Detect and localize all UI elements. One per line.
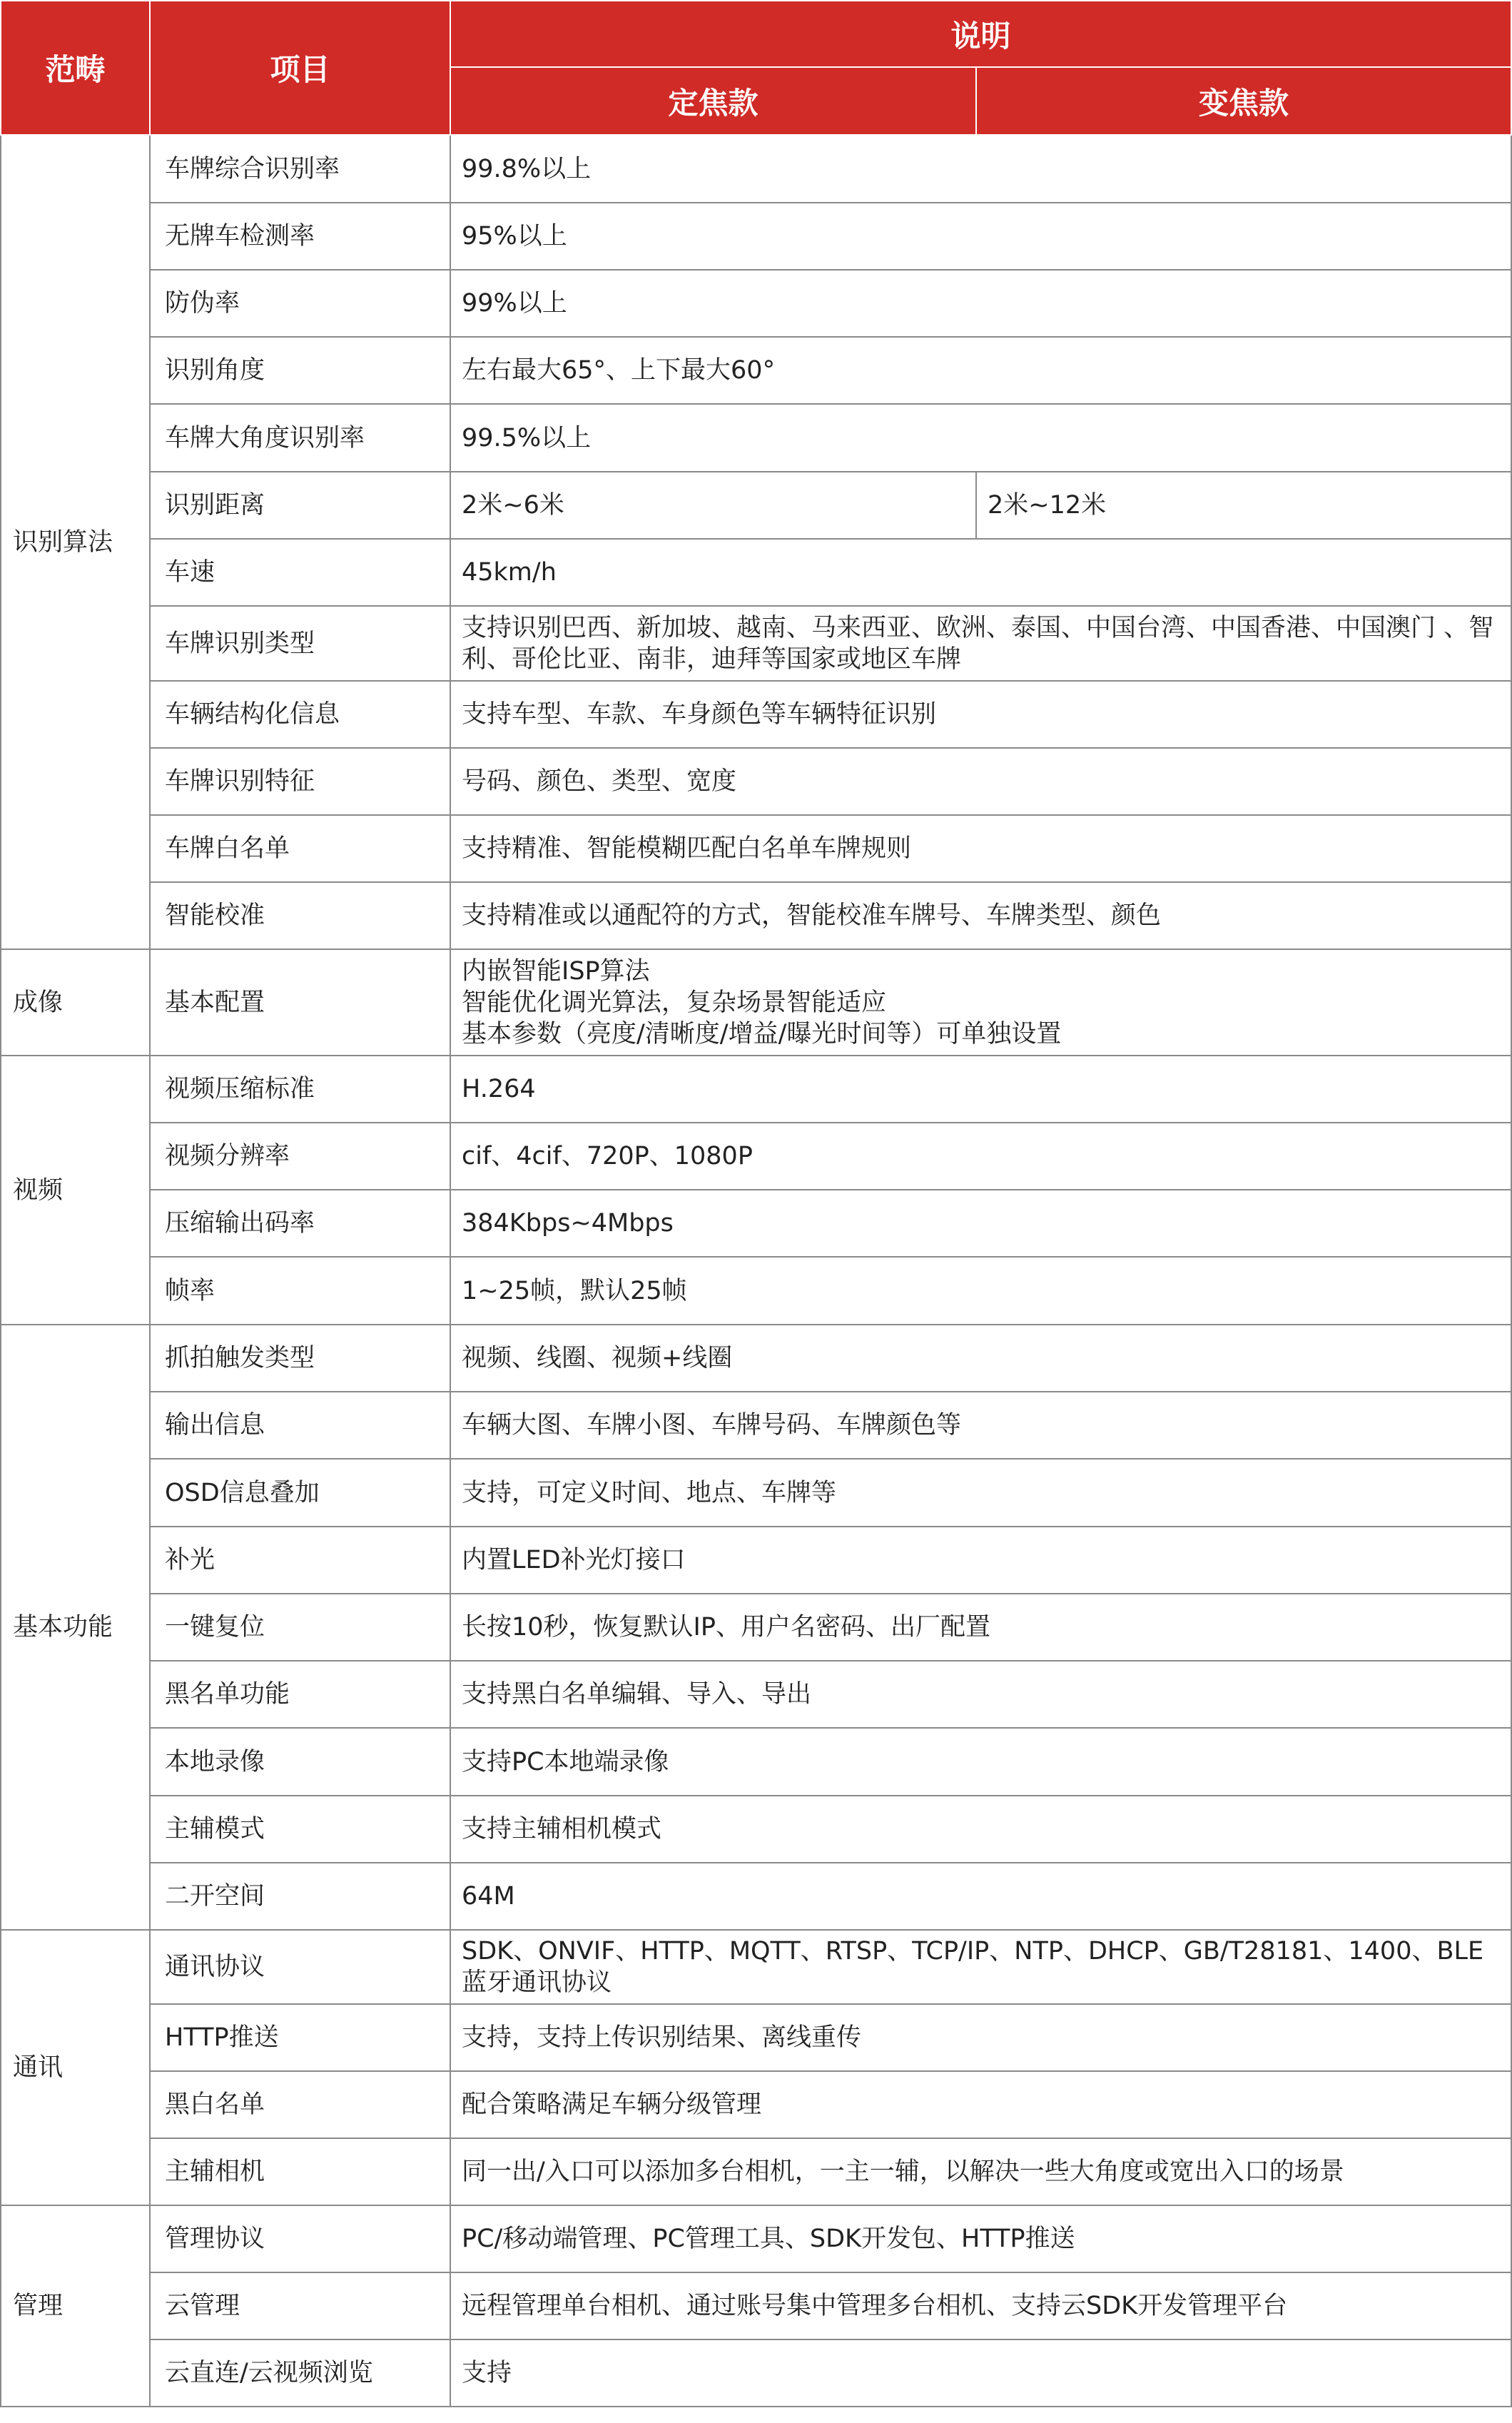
item-cell: 黑名单功能 [150, 1661, 450, 1728]
item-cell: 抓拍触发类型 [150, 1325, 450, 1392]
table-row [1, 2339, 1511, 2407]
header-item: 项目 [150, 1, 450, 135]
table-row [1, 2138, 1511, 2205]
category-cell: 成像 [1, 949, 150, 1056]
value-cell: 视频、线圈、视频+线圈 [450, 1325, 1511, 1392]
value-cell: 支持PC本地端录像 [450, 1728, 1511, 1796]
value-cell: 支持精准或以通配符的方式，智能校准车牌号、车牌类型、颜色 [450, 882, 1511, 949]
header-fixed-focus: 定焦款 [450, 67, 976, 135]
value-line: 内嵌智能ISP算法 [462, 956, 650, 986]
value-cell: 1~25帧，默认25帧 [450, 1257, 1511, 1325]
item-cell: 智能校准 [150, 882, 450, 949]
item-cell: 基本配置 [150, 949, 450, 1056]
value-cell-fixed-focus: 2米~6米 [450, 472, 976, 539]
table-row [1, 1863, 1511, 1930]
value-cell: 左右最大65°、上下最大60° [450, 337, 1511, 404]
value-cell: 配合策略满足车辆分级管理 [450, 2071, 1511, 2138]
value-cell: 384Kbps~4Mbps [450, 1190, 1511, 1257]
value-cell: 内置LED补光灯接口 [450, 1527, 1511, 1594]
table-row [1, 815, 1511, 882]
header-description: 说明 [450, 1, 1511, 67]
table-row [1, 1930, 1511, 2004]
value-cell: 99.8%以上 [450, 135, 1511, 203]
table-row [1, 1190, 1511, 1257]
category-cell: 基本功能 [1, 1325, 150, 1930]
item-cell: 主辅相机 [150, 2138, 450, 2205]
item-cell: OSD信息叠加 [150, 1459, 450, 1527]
table-row [1, 949, 1511, 1056]
item-cell: 识别角度 [150, 337, 450, 404]
table-row [1, 404, 1511, 472]
value-cell: H.264 [450, 1056, 1511, 1123]
item-cell: 识别距离 [150, 472, 450, 539]
value-cell: 支持识别巴西、新加坡、越南、马来西亚、欧洲、泰国、中国台湾、中国香港、中国澳门 、智利、哥伦比亚、南非，迪拜等国家或地区车牌 [450, 606, 1511, 681]
table-row [1, 882, 1511, 949]
item-cell: 云管理 [150, 2272, 450, 2339]
item-cell: 车牌综合识别率 [150, 135, 450, 203]
table-row [1, 1594, 1511, 1661]
value-cell: 支持，可定义时间、地点、车牌等 [450, 1459, 1511, 1527]
item-cell: 车牌识别特征 [150, 748, 450, 815]
item-cell: 输出信息 [150, 1392, 450, 1459]
table-row [1, 681, 1511, 748]
item-cell: 车辆结构化信息 [150, 681, 450, 748]
item-cell: 视频分辨率 [150, 1123, 450, 1190]
header-category: 范畴 [1, 1, 150, 135]
table-row [1, 270, 1511, 337]
value-cell: 支持，支持上传识别结果、离线重传 [450, 2004, 1511, 2071]
value-cell: 支持黑白名单编辑、导入、导出 [450, 1661, 1511, 1728]
value-cell: 车辆大图、车牌小图、车牌号码、车牌颜色等 [450, 1392, 1511, 1459]
value-cell: 45km/h [450, 539, 1511, 606]
table-row [1, 2205, 1511, 2272]
item-cell: 云直连/云视频浏览 [150, 2339, 450, 2407]
item-cell: 视频压缩标准 [150, 1056, 450, 1123]
value-cell: 99%以上 [450, 270, 1511, 337]
value-cell: PC/移动端管理、PC管理工具、SDK开发包、HTTP推送 [450, 2205, 1511, 2272]
value-cell: 99.5%以上 [450, 404, 1511, 472]
item-cell: 防伪率 [150, 270, 450, 337]
value-cell: 支持精准、智能模糊匹配白名单车牌规则 [450, 815, 1511, 882]
table-row [1, 337, 1511, 404]
table-row [1, 1459, 1511, 1527]
value-cell: 远程管理单台相机、通过账号集中管理多台相机、支持云SDK开发管理平台 [450, 2272, 1511, 2339]
header-row-top [1, 1, 1511, 67]
value-line: 智能优化调光算法，复杂场景智能适应 [462, 988, 887, 1017]
item-cell: 管理协议 [150, 2205, 450, 2272]
table-row [1, 472, 1511, 539]
item-cell: 车速 [150, 539, 450, 606]
value-cell: SDK、ONVIF、HTTP、MQTT、RTSP、TCP/IP、NTP、DHCP、GB/T28181、1400、BLE蓝牙通讯协议 [450, 1930, 1511, 2004]
value-cell: 长按10秒，恢复默认IP、用户名密码、出厂配置 [450, 1594, 1511, 1661]
table-row [1, 203, 1511, 270]
item-cell: 二开空间 [150, 1863, 450, 1930]
item-cell: 压缩输出码率 [150, 1190, 450, 1257]
item-cell: 帧率 [150, 1257, 450, 1325]
header-zoom: 变焦款 [976, 67, 1511, 135]
value-cell: 支持主辅相机模式 [450, 1796, 1511, 1863]
table-row [1, 2272, 1511, 2339]
item-cell: 黑白名单 [150, 2071, 450, 2138]
value-cell: 同一出/入口可以添加多台相机，一主一辅，以解决一些大角度或宽出入口的场景 [450, 2138, 1511, 2205]
table-row [1, 748, 1511, 815]
table-row [1, 135, 1511, 203]
value-cell [450, 949, 1511, 1056]
table-row [1, 1796, 1511, 1863]
item-cell: HTTP推送 [150, 2004, 450, 2071]
table-row [1, 606, 1511, 681]
table-row [1, 1325, 1511, 1392]
table-row [1, 1257, 1511, 1325]
value-cell: 64M [450, 1863, 1511, 1930]
item-cell: 本地录像 [150, 1728, 450, 1796]
item-cell: 无牌车检测率 [150, 203, 450, 270]
category-cell: 管理 [1, 2205, 150, 2407]
category-cell: 通讯 [1, 1930, 150, 2205]
item-cell: 车牌大角度识别率 [150, 404, 450, 472]
item-cell: 一键复位 [150, 1594, 450, 1661]
table-row [1, 1661, 1511, 1728]
item-cell: 车牌白名单 [150, 815, 450, 882]
value-cell: 支持 [450, 2339, 1511, 2407]
table-row [1, 1527, 1511, 1594]
value-cell: 号码、颜色、类型、宽度 [450, 748, 1511, 815]
table-row [1, 2071, 1511, 2138]
category-cell: 识别算法 [1, 135, 150, 949]
value-cell: cif、4cif、720P、1080P [450, 1123, 1511, 1190]
value-cell: 95%以上 [450, 203, 1511, 270]
value-cell: 支持车型、车款、车身颜色等车辆特征识别 [450, 681, 1511, 748]
table-row [1, 1056, 1511, 1123]
table-row [1, 539, 1511, 606]
table-row [1, 1392, 1511, 1459]
item-cell: 通讯协议 [150, 1930, 450, 2004]
table-row [1, 2004, 1511, 2071]
value-line: 基本参数（亮度/清晰度/增益/曝光时间等）可单独设置 [462, 1019, 1062, 1048]
item-cell: 车牌识别类型 [150, 606, 450, 681]
item-cell: 主辅模式 [150, 1796, 450, 1863]
table-row [1, 1123, 1511, 1190]
category-cell: 视频 [1, 1056, 150, 1325]
value-cell-zoom: 2米~12米 [976, 472, 1511, 539]
item-cell: 补光 [150, 1527, 450, 1594]
table-row [1, 1728, 1511, 1796]
